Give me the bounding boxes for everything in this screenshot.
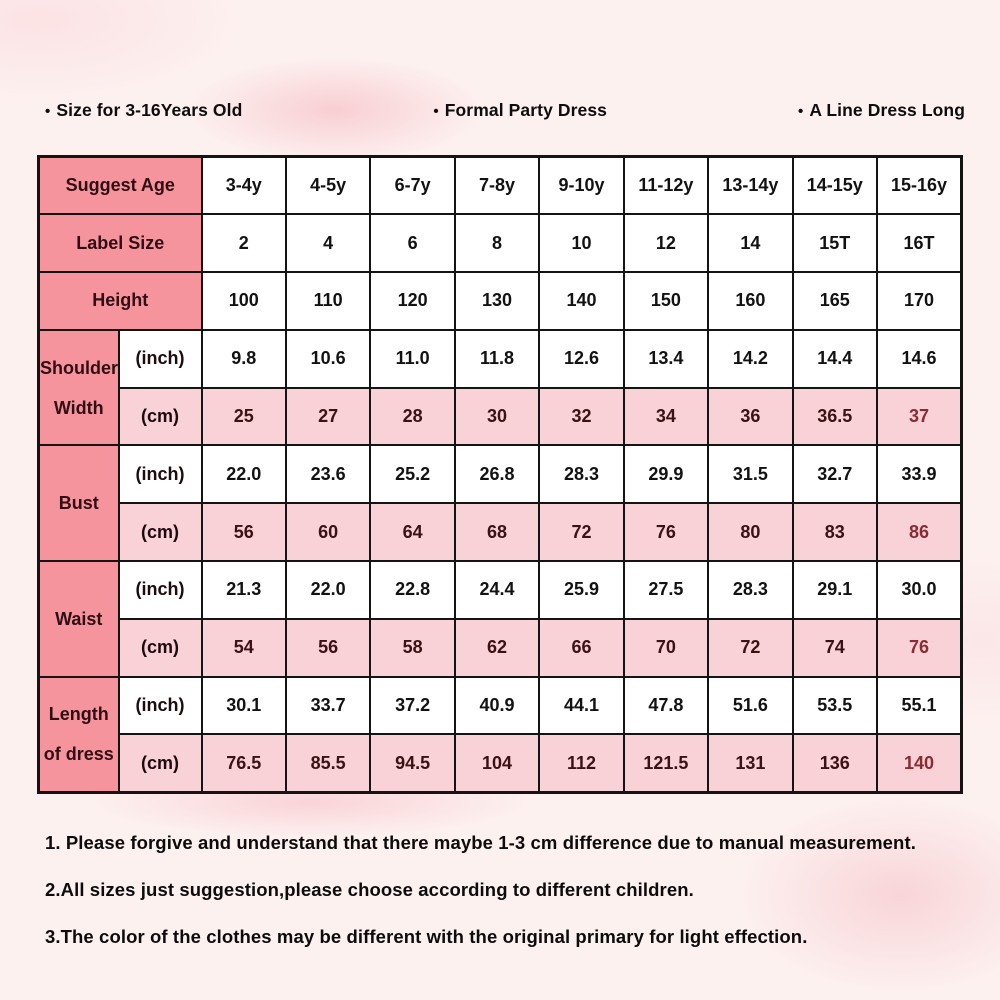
unit-inch-label: (inch) xyxy=(119,561,202,619)
shoulder-width-cm-cell: 34 xyxy=(624,388,708,446)
length-of-dress-inch-cell: 51.6 xyxy=(708,677,792,735)
waist-inch-cell: 21.3 xyxy=(202,561,286,619)
suggest-age-cell: 9-10y xyxy=(539,157,623,215)
note-3: 3.The color of the clothes may be different with the original primary for light effection. xyxy=(45,926,808,947)
suggest-age-cell: 14-15y xyxy=(793,157,877,215)
suggest-age-cell: 11-12y xyxy=(624,157,708,215)
unit-cm-label: (cm) xyxy=(119,734,202,792)
shoulder-width-inch-cell: 10.6 xyxy=(286,330,370,388)
suggest-age-cell: 3-4y xyxy=(202,157,286,215)
unit-inch-label: (inch) xyxy=(119,677,202,735)
table-row-suggest-age xyxy=(39,157,962,215)
bust-cm-cell: 64 xyxy=(370,503,454,561)
unit-inch-label: (inch) xyxy=(119,330,202,388)
bust-cm-cell: 72 xyxy=(539,503,623,561)
waist-cm-cell: 58 xyxy=(370,619,454,677)
table-row-waist-cm xyxy=(39,619,962,677)
height-cell: 100 xyxy=(202,272,286,330)
height-cell: 140 xyxy=(539,272,623,330)
row-header-shoulder-width xyxy=(39,330,119,446)
label-size-cell: 14 xyxy=(708,214,792,272)
bust-inch-cell: 26.8 xyxy=(455,445,539,503)
table-row-label-size xyxy=(39,214,962,272)
bust-inch-cell: 28.3 xyxy=(539,445,623,503)
height-cell: 150 xyxy=(624,272,708,330)
length-of-dress-cm-cell: 76.5 xyxy=(202,734,286,792)
bust-inch-cell: 23.6 xyxy=(286,445,370,503)
suggest-age-cell: 7-8y xyxy=(455,157,539,215)
shoulder-width-inch-cell: 14.4 xyxy=(793,330,877,388)
length-of-dress-cm-cell: 136 xyxy=(793,734,877,792)
waist-cm-cell: 72 xyxy=(708,619,792,677)
shoulder-width-inch-cell: 11.0 xyxy=(370,330,454,388)
suggest-age-cell: 6-7y xyxy=(370,157,454,215)
waist-inch-cell: 24.4 xyxy=(455,561,539,619)
shoulder-width-cm-cell: 36 xyxy=(708,388,792,446)
bust-inch-cell: 31.5 xyxy=(708,445,792,503)
length-of-dress-inch-cell: 33.7 xyxy=(286,677,370,735)
label-size-cell: 8 xyxy=(455,214,539,272)
waist-cm-cell: 66 xyxy=(539,619,623,677)
note-1: 1. Please forgive and understand that there maybe 1-3 cm difference due to manual measurement. xyxy=(45,832,916,853)
table-row-shoulder-width-inch xyxy=(39,330,962,388)
row-header-line: of dress xyxy=(43,744,114,765)
top-label-dress-style xyxy=(798,100,965,121)
length-of-dress-cm-cell: 121.5 xyxy=(624,734,708,792)
row-header-line: Waist xyxy=(55,608,103,629)
bust-inch-cell: 32.7 xyxy=(793,445,877,503)
bust-cm-cell: 68 xyxy=(455,503,539,561)
suggest-age-cell: 15-16y xyxy=(877,157,961,215)
row-header-height: Height xyxy=(39,272,202,330)
table-row-waist-inch xyxy=(39,561,962,619)
unit-cm-label: (cm) xyxy=(119,503,202,561)
height-cell: 120 xyxy=(370,272,454,330)
row-header-line: Length xyxy=(48,704,109,725)
row-header-suggest-age: Suggest Age xyxy=(39,157,202,215)
length-of-dress-inch-cell: 53.5 xyxy=(793,677,877,735)
row-header-waist xyxy=(39,561,119,677)
bust-cm-cell: 76 xyxy=(624,503,708,561)
size-chart-body xyxy=(39,157,962,793)
waist-cm-cell: 76 xyxy=(877,619,961,677)
shoulder-width-cm-cell: 30 xyxy=(455,388,539,446)
row-header-line: Width xyxy=(53,397,104,418)
label-size-cell: 2 xyxy=(202,214,286,272)
shoulder-width-cm-cell: 28 xyxy=(370,388,454,446)
length-of-dress-cm-cell: 104 xyxy=(455,734,539,792)
waist-inch-cell: 28.3 xyxy=(708,561,792,619)
label-size-cell: 10 xyxy=(539,214,623,272)
table-row-height xyxy=(39,272,962,330)
waist-cm-cell: 70 xyxy=(624,619,708,677)
waist-cm-cell: 54 xyxy=(202,619,286,677)
length-of-dress-cm-cell: 112 xyxy=(539,734,623,792)
bust-cm-cell: 83 xyxy=(793,503,877,561)
length-of-dress-cm-cell: 131 xyxy=(708,734,792,792)
bust-cm-cell: 80 xyxy=(708,503,792,561)
label-size-cell: 15T xyxy=(793,214,877,272)
length-of-dress-inch-cell: 40.9 xyxy=(455,677,539,735)
waist-inch-cell: 25.9 xyxy=(539,561,623,619)
height-cell: 110 xyxy=(286,272,370,330)
shoulder-width-cm-cell: 27 xyxy=(286,388,370,446)
shoulder-width-inch-cell: 13.4 xyxy=(624,330,708,388)
height-cell: 160 xyxy=(708,272,792,330)
bullet-icon: • xyxy=(797,103,804,120)
table-row-length-of-dress-inch xyxy=(39,677,962,735)
bust-cm-cell: 86 xyxy=(877,503,961,561)
length-of-dress-inch-cell: 44.1 xyxy=(539,677,623,735)
top-labels xyxy=(0,100,1000,121)
height-cell: 165 xyxy=(793,272,877,330)
table-row-bust-inch xyxy=(39,445,962,503)
table-row-shoulder-width-cm xyxy=(39,388,962,446)
row-header-line: Shoulder xyxy=(40,357,119,378)
bust-inch-cell: 22.0 xyxy=(202,445,286,503)
top-label-size-range xyxy=(45,100,242,121)
length-of-dress-inch-cell: 47.8 xyxy=(624,677,708,735)
bust-cm-cell: 60 xyxy=(286,503,370,561)
shoulder-width-inch-cell: 14.2 xyxy=(708,330,792,388)
shoulder-width-cm-cell: 32 xyxy=(539,388,623,446)
waist-cm-cell: 62 xyxy=(455,619,539,677)
waist-inch-cell: 27.5 xyxy=(624,561,708,619)
waist-inch-cell: 30.0 xyxy=(877,561,961,619)
shoulder-width-inch-cell: 14.6 xyxy=(877,330,961,388)
unit-cm-label: (cm) xyxy=(119,619,202,677)
height-cell: 170 xyxy=(877,272,961,330)
label-size-cell: 12 xyxy=(624,214,708,272)
table-row-length-of-dress-cm xyxy=(39,734,962,792)
table-row-bust-cm xyxy=(39,503,962,561)
note-2: 2.All sizes just suggestion,please choose according to different children. xyxy=(45,879,694,900)
waist-inch-cell: 22.8 xyxy=(370,561,454,619)
bullet-icon: • xyxy=(433,103,439,120)
waist-inch-cell: 29.1 xyxy=(793,561,877,619)
bullet-icon: • xyxy=(45,103,51,120)
shoulder-width-inch-cell: 9.8 xyxy=(202,330,286,388)
size-chart-table xyxy=(37,155,963,794)
top-label-dress-type xyxy=(433,100,607,121)
length-of-dress-cm-cell: 140 xyxy=(877,734,961,792)
row-header-line: Bust xyxy=(58,493,99,514)
bust-inch-cell: 29.9 xyxy=(624,445,708,503)
length-of-dress-cm-cell: 94.5 xyxy=(370,734,454,792)
label-size-cell: 4 xyxy=(286,214,370,272)
bust-cm-cell: 56 xyxy=(202,503,286,561)
height-cell: 130 xyxy=(455,272,539,330)
length-of-dress-inch-cell: 37.2 xyxy=(370,677,454,735)
shoulder-width-cm-cell: 36.5 xyxy=(793,388,877,446)
unit-cm-label: (cm) xyxy=(119,388,202,446)
suggest-age-cell: 13-14y xyxy=(708,157,792,215)
label-size-cell: 6 xyxy=(370,214,454,272)
shoulder-width-cm-cell: 37 xyxy=(877,388,961,446)
notes xyxy=(45,832,970,973)
top-label-dress-type-text: Formal Party Dress xyxy=(444,100,608,120)
length-of-dress-cm-cell: 85.5 xyxy=(286,734,370,792)
unit-inch-label: (inch) xyxy=(119,445,202,503)
waist-cm-cell: 74 xyxy=(793,619,877,677)
bust-inch-cell: 25.2 xyxy=(370,445,454,503)
bust-inch-cell: 33.9 xyxy=(877,445,961,503)
top-label-size-range-text: Size for 3-16Years Old xyxy=(56,100,243,120)
row-header-label-size: Label Size xyxy=(39,214,202,272)
shoulder-width-cm-cell: 25 xyxy=(202,388,286,446)
length-of-dress-inch-cell: 55.1 xyxy=(877,677,961,735)
shoulder-width-inch-cell: 12.6 xyxy=(539,330,623,388)
row-header-length-of-dress xyxy=(39,677,119,793)
shoulder-width-inch-cell: 11.8 xyxy=(455,330,539,388)
top-label-dress-style-text: A Line Dress Long xyxy=(809,100,965,120)
label-size-cell: 16T xyxy=(877,214,961,272)
waist-cm-cell: 56 xyxy=(286,619,370,677)
suggest-age-cell: 4-5y xyxy=(286,157,370,215)
length-of-dress-inch-cell: 30.1 xyxy=(202,677,286,735)
waist-inch-cell: 22.0 xyxy=(286,561,370,619)
row-header-bust xyxy=(39,445,119,561)
